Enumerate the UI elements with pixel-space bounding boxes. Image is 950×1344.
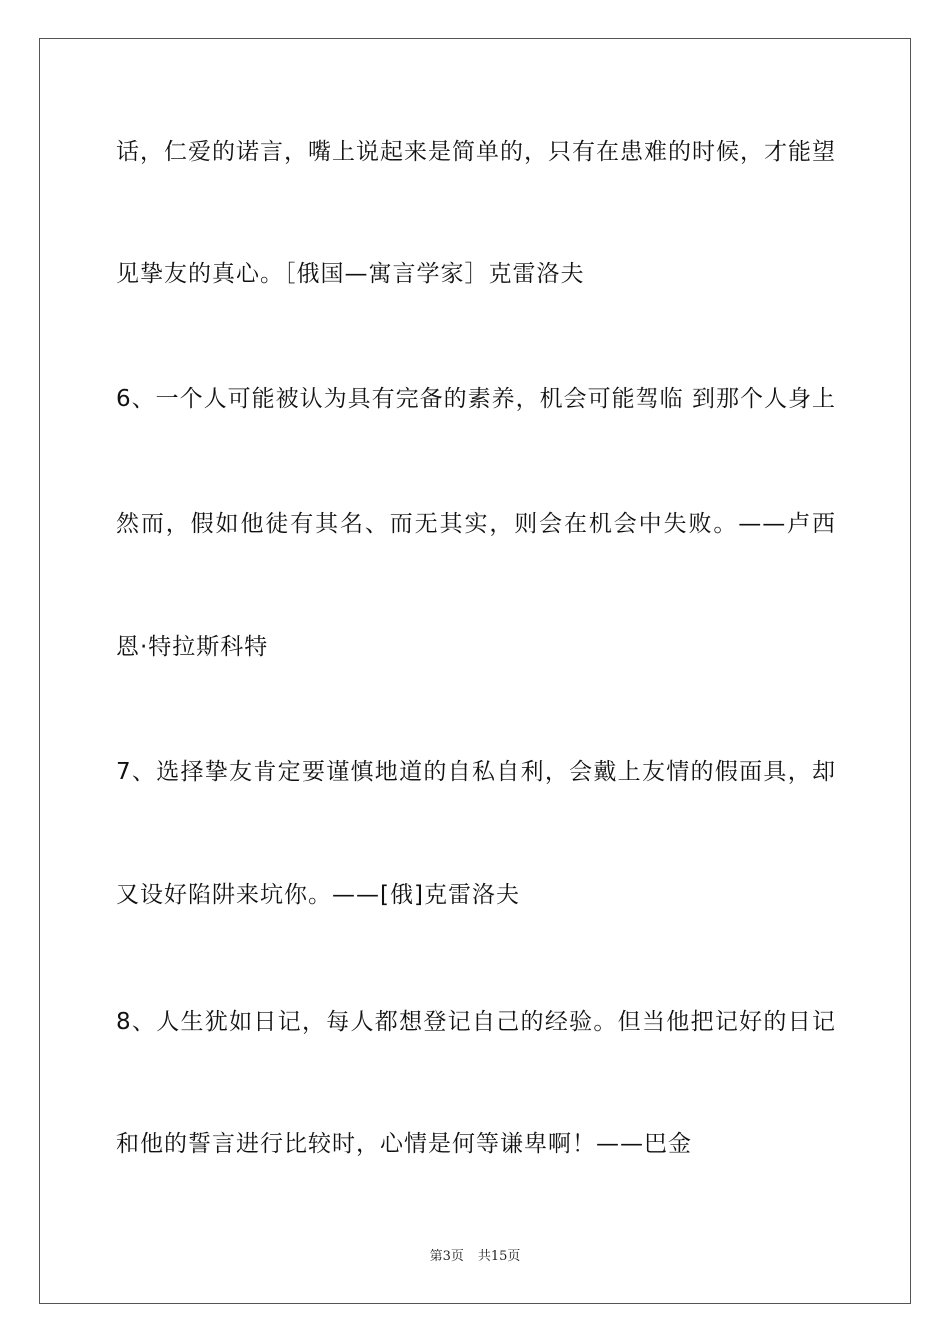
text-line-7: 又设好陷阱来坑你。——[俄]克雷洛夫 xyxy=(116,882,520,908)
text-line-4: 然而，假如他徒有其名、而无其实，则会在机会中失败。——卢西 xyxy=(116,511,836,537)
page-footer xyxy=(0,1248,950,1266)
page-border xyxy=(39,38,911,1304)
text-line-8: 8、人生犹如日记，每人都想登记自己的经验。但当他把记好的日记 xyxy=(116,1009,836,1035)
total-page-count: 共15页 xyxy=(477,1249,521,1264)
text-line-2: 见挚友的真心。［俄国—寓言学家］克雷洛夫 xyxy=(116,261,585,287)
text-line-3: 6、一个人可能被认为具有完备的素养，机会可能驾临 到那个人身上 xyxy=(116,386,836,412)
text-line-9: 和他的誓言进行比较时，心情是何等谦卑啊！——巴金 xyxy=(116,1131,692,1157)
current-page-number: 第3页 xyxy=(429,1249,464,1264)
text-line-6: 7、选择挚友肯定要谨慎地道的自私自利，会戴上友情的假面具，却 xyxy=(116,759,836,785)
text-line-5: 恩·特拉斯科特 xyxy=(116,634,269,660)
text-line-1: 话，仁爱的诺言，嘴上说起来是简单的，只有在患难的时候，才能望 xyxy=(116,139,836,165)
